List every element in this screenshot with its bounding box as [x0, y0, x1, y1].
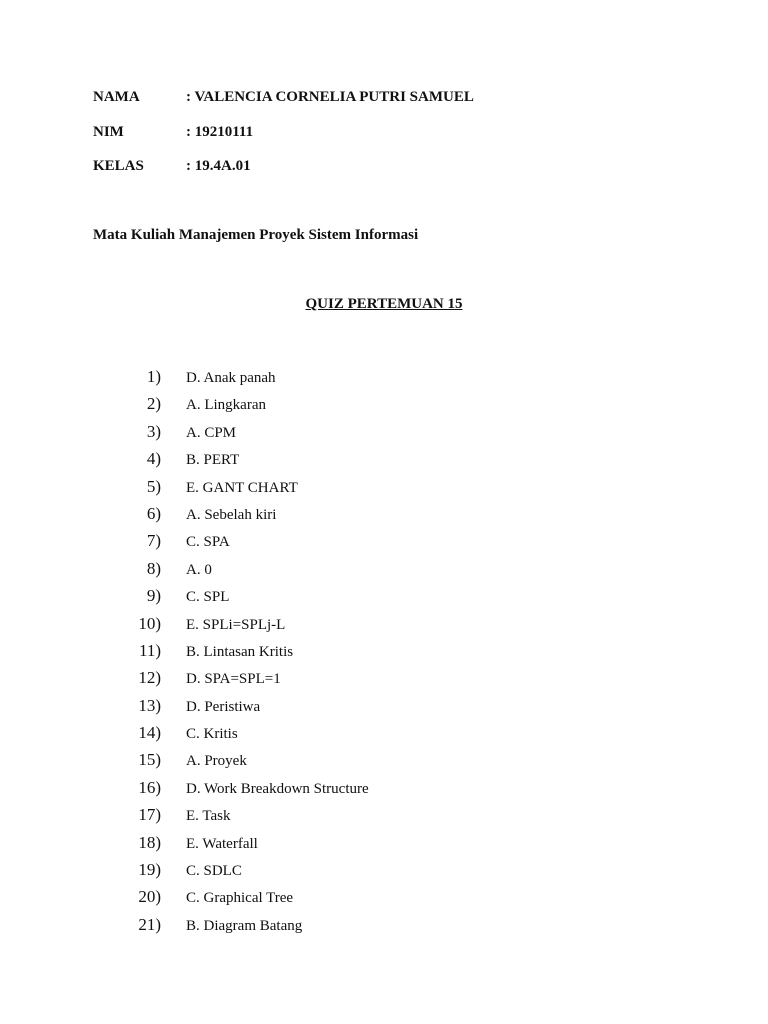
- answer-text: C. Graphical Tree: [186, 890, 294, 907]
- answer-text: D. SPA=SPL=1: [186, 671, 281, 688]
- answer-number: 2): [146, 394, 161, 414]
- answer-item: [0, 915, 768, 942]
- answer-text: D. Peristiwa: [186, 698, 261, 715]
- answer-number: 15): [138, 750, 161, 770]
- answer-item: [0, 367, 768, 394]
- answer-number: 10): [138, 613, 161, 633]
- answer-number: 6): [146, 503, 161, 523]
- answer-number: 11): [138, 640, 161, 660]
- answer-number: 21): [138, 914, 161, 934]
- class-label: KELAS: [93, 158, 144, 174]
- answer-item: [0, 614, 768, 641]
- answer-text: C. SPA: [186, 534, 230, 551]
- answer-item: [0, 750, 768, 777]
- answer-list: [0, 367, 768, 942]
- answer-number: 1): [146, 367, 161, 386]
- class-value: : 19.4A.01: [186, 158, 251, 174]
- answer-item: [0, 394, 768, 421]
- answer-text: B. Diagram Batang: [186, 917, 303, 934]
- answer-number: 14): [138, 723, 161, 743]
- answer-item: [0, 449, 768, 476]
- quiz-title: QUIZ PERTEMUAN 15: [305, 296, 463, 312]
- answer-item: [0, 668, 768, 695]
- answer-item: [0, 504, 768, 531]
- answer-number: 5): [146, 476, 161, 496]
- answer-item: [0, 833, 768, 860]
- answer-item: [0, 805, 768, 832]
- answer-text: A. 0: [186, 561, 212, 578]
- answer-text: D. Anak panah: [186, 370, 276, 386]
- answer-number: 9): [146, 586, 161, 606]
- name-value: : VALENCIA CORNELIA PUTRI SAMUEL: [186, 89, 474, 105]
- name-label: NAMA: [93, 89, 140, 105]
- answer-number: 17): [138, 805, 161, 825]
- answer-text: E. Task: [186, 808, 231, 825]
- answer-text: E. GANT CHART: [186, 479, 298, 496]
- nim-label: NIM: [93, 124, 124, 140]
- answer-text: C. Kritis: [186, 726, 238, 743]
- answer-number: 20): [138, 887, 161, 907]
- answer-item: [0, 887, 768, 914]
- answer-number: 13): [138, 695, 161, 715]
- answer-item: [0, 778, 768, 805]
- answer-number: 12): [138, 668, 161, 688]
- answer-number: 16): [138, 777, 161, 797]
- answer-number: 8): [146, 558, 161, 578]
- answer-item: [0, 422, 768, 449]
- answer-text: B. Lintasan Kritis: [186, 643, 294, 660]
- answer-item: [0, 641, 768, 668]
- answer-text: D. Work Breakdown Structure: [186, 780, 369, 797]
- answer-item: [0, 559, 768, 586]
- answer-text: E. SPLi=SPLj-L: [186, 616, 286, 633]
- answer-item: [0, 477, 768, 504]
- nim-value: : 19210111: [186, 124, 254, 140]
- answer-text: A. CPM: [186, 424, 237, 441]
- answer-number: 18): [138, 832, 161, 852]
- answer-number: 7): [146, 531, 161, 551]
- answer-item: [0, 586, 768, 613]
- answer-item: [0, 860, 768, 887]
- answer-item: [0, 696, 768, 723]
- answer-text: A. Sebelah kiri: [186, 506, 277, 523]
- answer-item: [0, 531, 768, 558]
- answer-text: B. PERT: [186, 452, 240, 469]
- answer-text: C. SDLC: [186, 863, 242, 880]
- answer-number: 3): [146, 421, 161, 441]
- answer-number: 4): [146, 449, 161, 469]
- answer-text: E. Waterfall: [186, 835, 258, 852]
- answer-number: 19): [138, 860, 161, 880]
- answer-item: [0, 723, 768, 750]
- course-title: Mata Kuliah Manajemen Proyek Sistem Informasi: [93, 227, 419, 243]
- answer-text: A. Proyek: [186, 753, 247, 770]
- answer-text: C. SPL: [186, 589, 230, 606]
- answer-text: A. Lingkaran: [186, 397, 266, 414]
